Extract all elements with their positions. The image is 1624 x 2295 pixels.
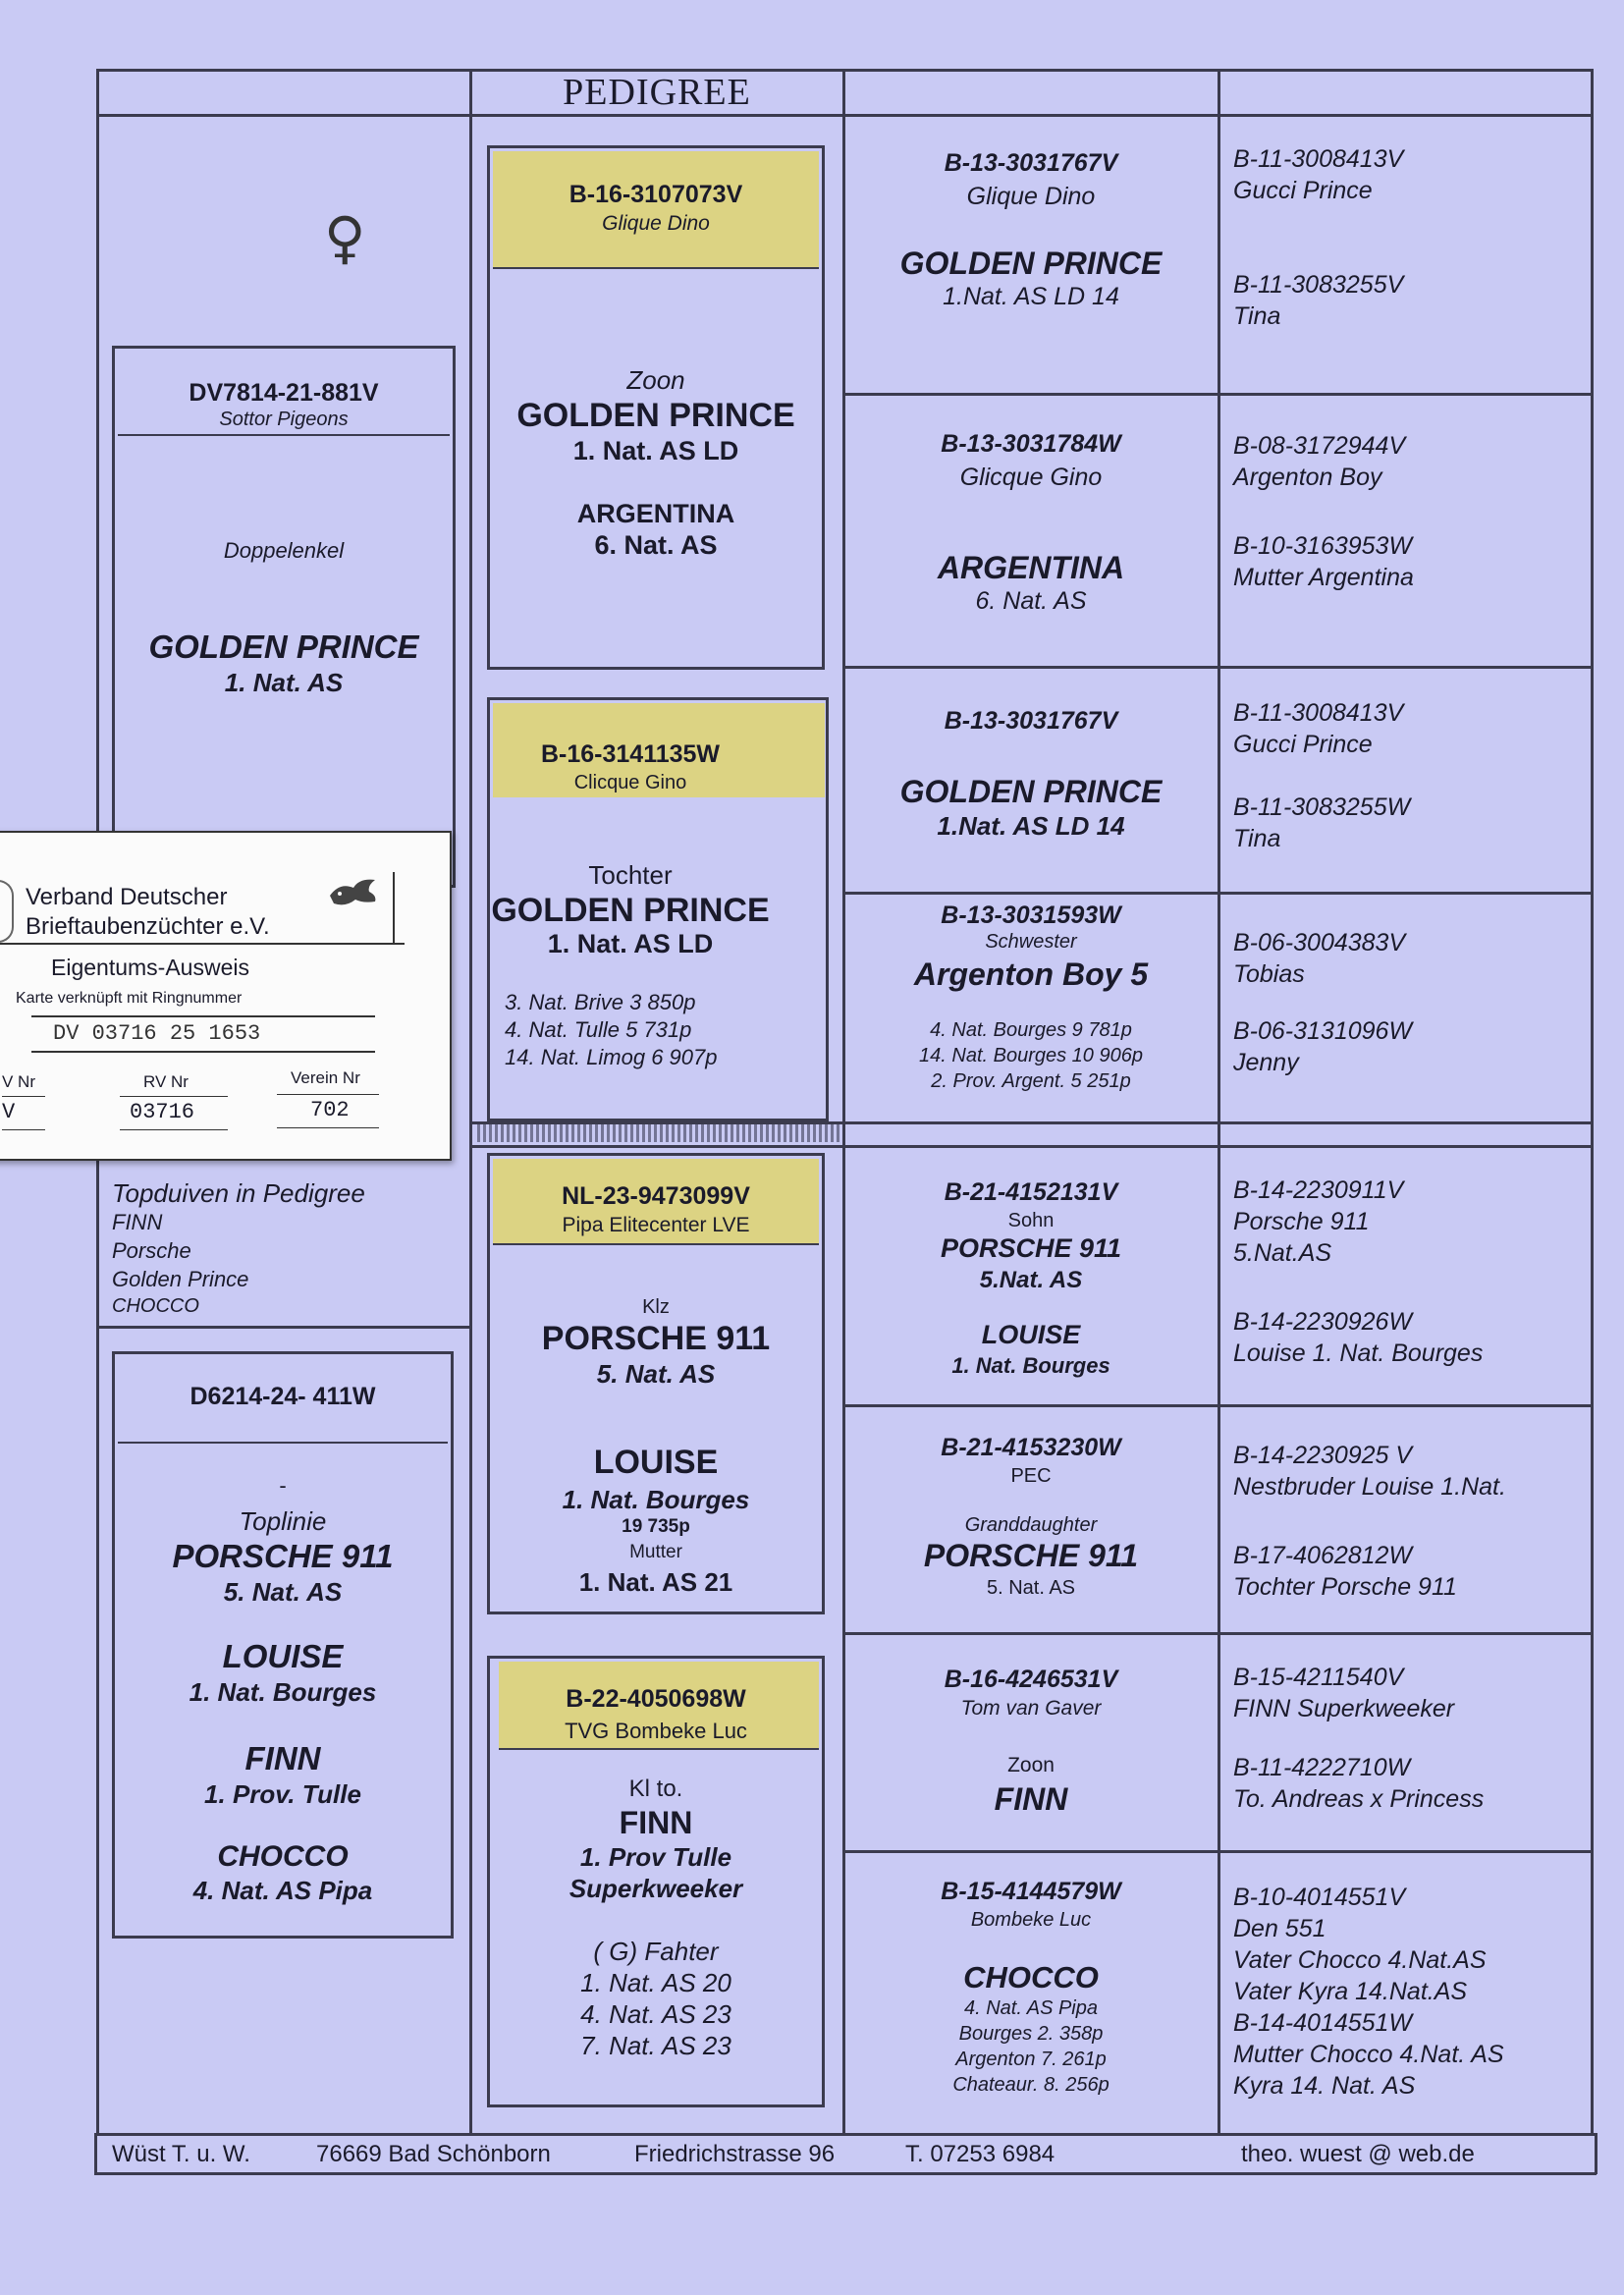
- grandparent-result: 4. Nat. Bourges 9 781p: [930, 1019, 1132, 1041]
- great-line: Kyra 14. Nat. AS: [1233, 2072, 1416, 2100]
- parent-line: Kl to.: [628, 1776, 683, 1802]
- grandparent-breeder: Tom van Gaver: [960, 1697, 1102, 1720]
- pigeon-logo-icon: [326, 874, 381, 918]
- great-line: B-15-4211540V: [1233, 1664, 1404, 1691]
- great-line: B-14-2230926W: [1233, 1308, 1413, 1336]
- card-col2-value: 03716: [130, 1100, 195, 1124]
- grandparent-result: 4. Nat. AS Pipa: [964, 1997, 1098, 2019]
- great-line: B-14-2230925 V: [1233, 1442, 1413, 1469]
- grandparent-name: ARGENTINA: [937, 550, 1125, 585]
- great-line: Vater Kyra 14.Nat.AS: [1233, 1978, 1468, 2005]
- parent-line: 1. Nat. AS LD: [572, 436, 739, 465]
- great-line: B-14-2230911V: [1233, 1176, 1404, 1204]
- parent-line: Mutter: [629, 1542, 682, 1562]
- great-line: B-11-3083255V: [1233, 271, 1404, 299]
- parent-line: 7. Nat. AS 23: [580, 2031, 731, 2060]
- card-title: Eigentums-Ausweis: [51, 955, 249, 980]
- parent-ring: B-22-4050698W: [566, 1685, 746, 1713]
- partner-line: PORSCHE 911: [172, 1538, 394, 1574]
- topduiven-item: FINN: [112, 1210, 163, 1234]
- partner-line: CHOCCO: [217, 1840, 349, 1873]
- grandparent-name: CHOCCO: [963, 1960, 1099, 1994]
- footer-email[interactable]: theo. wuest @ web.de: [1241, 2141, 1475, 2167]
- grandparent-name: GOLDEN PRINCE: [899, 774, 1163, 809]
- grandparent-name: Argenton Boy 5: [913, 956, 1149, 992]
- grandparent-ring: B-13-3031593W: [941, 902, 1121, 929]
- great-line: Gucci Prince: [1233, 177, 1373, 204]
- subject-line1: GOLDEN PRINCE: [148, 628, 419, 665]
- partner-line: 4. Nat. AS Pipa: [192, 1876, 373, 1905]
- parent-result: 4. Nat. Tulle 5 731p: [505, 1017, 692, 1042]
- great-line: Vater Chocco 4.Nat.AS: [1233, 1946, 1487, 1974]
- parent-line: GOLDEN PRINCE: [491, 892, 770, 929]
- great-line: Tobias: [1233, 960, 1305, 988]
- parent-line: Tochter: [588, 860, 673, 890]
- parent-breeder: TVG Bombeke Luc: [565, 1719, 747, 1743]
- parent-ring: NL-23-9473099V: [562, 1182, 750, 1210]
- great-line: B-11-3008413V: [1233, 699, 1404, 727]
- grandparent-note: 6. Nat. AS: [975, 587, 1087, 615]
- grandparent-breeder: Bombeke Luc: [970, 1909, 1092, 1931]
- page-title: PEDIGREE: [563, 72, 751, 113]
- card-col3-value: 702: [310, 1098, 350, 1122]
- great-line: Gucci Prince: [1233, 731, 1373, 758]
- subject-ring: DV7814-21-881V: [189, 379, 379, 407]
- card-org-line1: Verband Deutscher: [26, 884, 228, 910]
- great-line: B-11-4222710W: [1233, 1754, 1411, 1781]
- parent-line: Superkweeker: [568, 1874, 743, 1903]
- card-ringnumber: DV 03716 25 1653: [53, 1021, 261, 1046]
- grandparent-name: PORSCHE 911: [940, 1233, 1122, 1263]
- great-line: B-10-3163953W: [1233, 532, 1413, 560]
- great-line: Tina: [1233, 825, 1281, 852]
- parent-line: 1. Nat. AS 21: [578, 1567, 733, 1597]
- footer-owner: Wüst T. u. W.: [112, 2141, 250, 2167]
- grandparent-name: LOUISE: [981, 1320, 1081, 1349]
- subject-line2: 1. Nat. AS: [224, 668, 344, 697]
- grandparent-note: 5. Nat. AS: [986, 1577, 1076, 1599]
- grandparent-ring: B-13-3031767V: [944, 707, 1118, 735]
- parent-ring: B-16-3141135W: [540, 740, 721, 768]
- grandparent-note: 1.Nat. AS LD 14: [937, 811, 1125, 841]
- topduiven-title: Topduiven in Pedigree: [112, 1178, 365, 1208]
- parent-line: LOUISE: [593, 1444, 719, 1481]
- grandparent-breeder: Sohn: [1007, 1210, 1055, 1231]
- card-col3-label: Verein Nr: [291, 1068, 360, 1087]
- partner-line: 1. Prov. Tulle: [204, 1779, 361, 1809]
- ownership-card: [0, 831, 452, 1161]
- topduiven-item: CHOCCO: [112, 1295, 199, 1317]
- great-line: Porsche 911: [1233, 1208, 1370, 1235]
- great-line: Argenton Boy: [1233, 464, 1382, 491]
- partner-dash: -: [279, 1473, 287, 1498]
- footer-street: Friedrichstrasse 96: [634, 2141, 836, 2167]
- card-col1-value: V: [2, 1100, 16, 1124]
- great-line: 5.Nat.AS: [1233, 1239, 1332, 1267]
- parent-line: GOLDEN PRINCE: [516, 397, 795, 434]
- grandparent-extra: Granddaughter: [964, 1514, 1098, 1536]
- grandparent-result: 14. Nat. Bourges 10 906p: [919, 1045, 1143, 1066]
- parent-line: Klz: [642, 1296, 670, 1318]
- subject-name: Doppelenkel: [223, 538, 345, 563]
- footer-phone: T. 07253 6984: [905, 2141, 1056, 2167]
- grandparent-ring: B-15-4144579W: [941, 1878, 1121, 1905]
- great-line: B-17-4062812W: [1233, 1542, 1413, 1569]
- grandparent-ring: B-13-3031767V: [944, 149, 1118, 177]
- topduiven-item: Golden Prince: [112, 1267, 249, 1291]
- great-line: B-11-3008413V: [1233, 145, 1404, 173]
- grandparent-ring: B-21-4152131V: [944, 1178, 1118, 1206]
- grandparent-result: Chateaur. 8. 256p: [952, 2074, 1110, 2096]
- great-line: Den 551: [1233, 1915, 1326, 1942]
- grandparent-note: 1. Nat. Bourges: [951, 1353, 1110, 1378]
- card-col1-label: V Nr: [2, 1072, 35, 1091]
- parent-line: 4. Nat. AS 23: [580, 1999, 731, 2029]
- parent-line: FINN: [619, 1805, 693, 1840]
- great-line: B-06-3004383V: [1233, 929, 1406, 956]
- grandparent-extra: Zoon: [1007, 1754, 1055, 1776]
- partner-ring: D6214-24- 411W: [189, 1383, 376, 1410]
- parent-line: 19 735p: [622, 1516, 690, 1537]
- grandparent-ring: B-13-3031784W: [941, 430, 1121, 458]
- grandparent-name: GOLDEN PRINCE: [899, 246, 1163, 281]
- card-subtitle: Karte verknüpft mit Ringnummer: [16, 990, 243, 1007]
- partner-line: Toplinie: [239, 1506, 327, 1536]
- parent-line: 6. Nat. AS: [594, 530, 718, 560]
- parent-line: ARGENTINA: [576, 499, 735, 528]
- parent-breeder: Pipa Elitecenter LVE: [562, 1214, 750, 1236]
- great-line: B-06-3131096W: [1233, 1017, 1413, 1045]
- parent-result: 14. Nat. Limog 6 907p: [505, 1045, 718, 1069]
- great-line: Louise 1. Nat. Bourges: [1233, 1339, 1484, 1367]
- grandparent-ring: B-21-4153230W: [941, 1434, 1121, 1461]
- female-symbol-icon: ♀: [324, 204, 366, 271]
- great-line: Tochter Porsche 911: [1233, 1573, 1457, 1601]
- grandparent-breeder: Schwester: [985, 931, 1077, 953]
- partner-line: 1. Nat. Bourges: [189, 1677, 377, 1707]
- grandparent-result: Argenton 7. 261p: [955, 2049, 1107, 2070]
- parent-line: PORSCHE 911: [541, 1320, 771, 1357]
- grandparent-result: Bourges 2. 358p: [958, 2023, 1104, 2045]
- grandparent-breeder: Glicque Gino: [959, 464, 1103, 491]
- subject-breeder: Sottor Pigeons: [219, 409, 349, 430]
- partner-line: LOUISE: [222, 1638, 344, 1674]
- topduiven-item: Porsche: [112, 1238, 191, 1263]
- great-line: B-10-4014551V: [1233, 1884, 1406, 1911]
- great-line: Mutter Chocco 4.Nat. AS: [1233, 2041, 1504, 2068]
- great-line: B-08-3172944V: [1233, 432, 1406, 460]
- great-line: B-11-3083255W: [1233, 793, 1411, 821]
- great-line: Tina: [1233, 302, 1281, 330]
- parent-line: 5. Nat. AS: [596, 1359, 716, 1389]
- association-seal-icon: [0, 880, 14, 943]
- footer-city: 76669 Bad Schönborn: [316, 2141, 551, 2167]
- parent-line: Zoon: [626, 365, 685, 395]
- grandparent-result: 2. Prov. Argent. 5 251p: [931, 1070, 1131, 1092]
- parent-line: 1. Nat. Bourges: [562, 1485, 750, 1514]
- parent-result: 3. Nat. Brive 3 850p: [505, 990, 696, 1014]
- great-line: Jenny: [1233, 1049, 1299, 1076]
- card-col2-label: RV Nr: [143, 1072, 189, 1091]
- great-line: Mutter Argentina: [1233, 564, 1414, 591]
- grandparent-breeder: PEC: [1010, 1465, 1052, 1487]
- great-line: FINN Superkweeker: [1233, 1695, 1455, 1722]
- parent-ring: B-16-3107073V: [568, 181, 743, 208]
- parent-line: 1. Prov Tulle: [579, 1842, 732, 1872]
- partner-line: 5. Nat. AS: [223, 1577, 343, 1607]
- parent-line: 1. Nat. AS LD: [547, 929, 714, 958]
- card-org-line2: Brieftaubenzüchter e.V.: [26, 913, 270, 940]
- great-line: B-14-4014551W: [1233, 2009, 1413, 2037]
- grandparent-breeder: Glique Dino: [966, 183, 1096, 210]
- grandparent-ring: B-16-4246531V: [944, 1666, 1118, 1693]
- grandparent-name: FINN: [994, 1781, 1068, 1817]
- grandparent-name: PORSCHE 911: [923, 1538, 1139, 1573]
- grandparent-note: 1.Nat. AS LD 14: [943, 283, 1119, 310]
- parent-breeder: Glique Dino: [602, 212, 710, 235]
- great-line: Nestbruder Louise 1.Nat.: [1233, 1473, 1506, 1501]
- parent-line: 1. Nat. AS 20: [580, 1968, 731, 1997]
- parent-line: ( G) Fahter: [593, 1937, 719, 1966]
- grandparent-note: 5.Nat. AS: [979, 1267, 1083, 1293]
- partner-line: FINN: [244, 1740, 321, 1776]
- parent-breeder: Clicque Gino: [573, 772, 687, 793]
- great-line: To. Andreas x Princess: [1233, 1785, 1485, 1813]
